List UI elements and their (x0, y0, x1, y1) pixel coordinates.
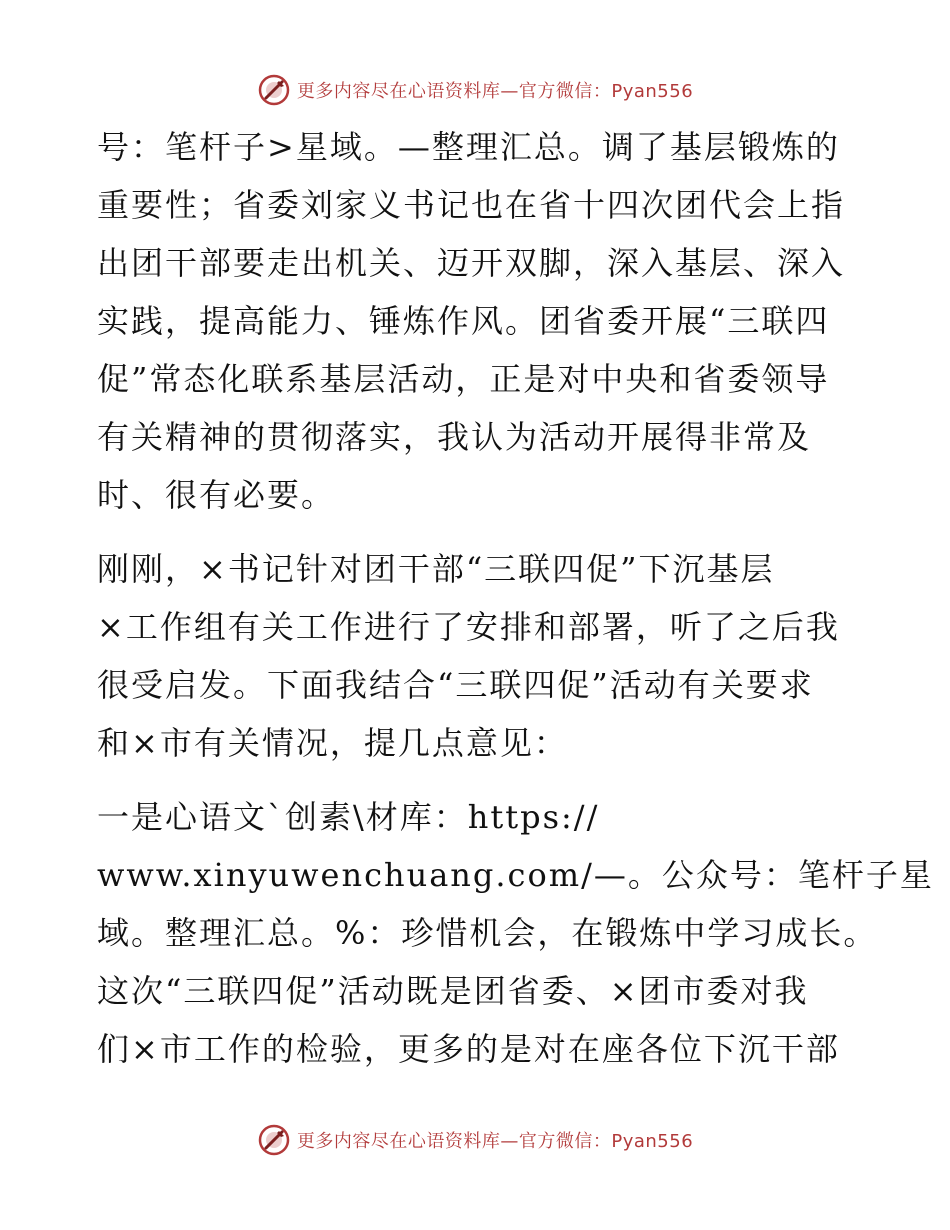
paragraph (97, 540, 857, 772)
text-line: www.xinyuwenchuang.com/—。公众号：笔杆子星 (97, 856, 934, 894)
footer-banner (0, 1120, 950, 1160)
text-line: 刚刚，×书记针对团干部“三联四促”下沉基层 (97, 550, 775, 588)
header-banner (0, 70, 950, 110)
header-banner-text: 更多内容尽在心语资料库—官方微信：Pyan556 (296, 81, 694, 102)
text-line: 很受启发。下面我结合“三联四促”活动有关要求 (97, 666, 814, 704)
text-line: 时、很有必要。 (97, 476, 336, 514)
text-line: 出团干部要走出机关、迈开双脚，深入基层、深入 (97, 244, 846, 282)
text-line: 重要性；省委刘家义书记也在省十四次团代会上指 (97, 186, 846, 224)
text-line: ×工作组有关工作进行了安排和部署，听了之后我 (97, 608, 840, 646)
text-line: 号：笔杆子>星域。—整理汇总。调了基层锻炼的 (97, 128, 840, 166)
paragraph (97, 118, 857, 524)
text-line: 一是心语文`创素\材库：https:// (97, 798, 600, 836)
footer-banner-text: 更多内容尽在心语资料库—官方微信：Pyan556 (296, 1131, 694, 1152)
document-body (97, 118, 934, 1078)
text-line: 域。整理汇总。%：珍惜机会，在锻炼中学习成长。 (97, 914, 878, 952)
text-line: 实践，提高能力、锤炼作风。团省委开展“三联四 (97, 302, 830, 340)
text-line: 们×市工作的检验，更多的是对在座各位下沉干部 (97, 1030, 840, 1068)
brand-logo-icon (257, 1123, 291, 1157)
text-line: 有关精神的贯彻落实，我认为活动开展得非常及 (97, 418, 812, 456)
text-line: 这次“三联四促”活动既是团省委、×团市委对我 (97, 972, 809, 1010)
brand-logo-icon (257, 73, 291, 107)
text-line: 促”常态化联系基层活动，正是对中央和省委领导 (97, 360, 830, 398)
text-line: 和×市有关情况，提几点意见： (97, 724, 568, 762)
paragraph (97, 788, 934, 1078)
